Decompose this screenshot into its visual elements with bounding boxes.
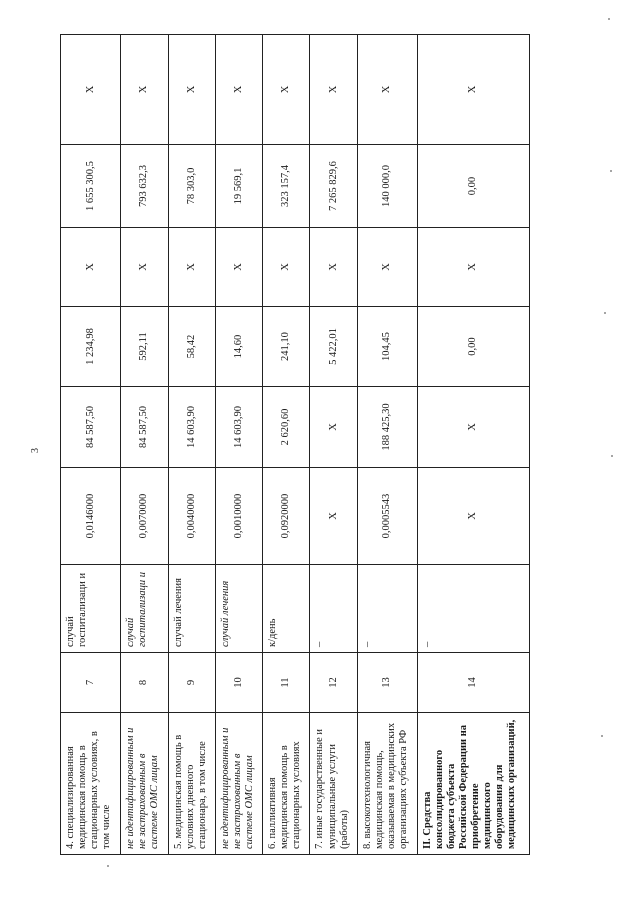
norm-volume-cell: 0,0040000 [168, 468, 215, 565]
per-capita-budget-cell: 241,10 [263, 307, 310, 387]
unit-cell: – [418, 565, 530, 653]
row-number-cell: 13 [357, 653, 417, 713]
unit-cell: к/день [263, 565, 310, 653]
total-budget-cell: 1 655 300,5 [61, 145, 121, 228]
rotated-table-container [60, 35, 530, 855]
page-number: 3 [30, 448, 41, 453]
row-number-cell: 10 [215, 653, 262, 713]
scan-speck [610, 170, 612, 172]
per-capita-oms-cell: X [357, 228, 417, 307]
table-row [418, 35, 530, 855]
norm-volume-cell: 0,0005543 [357, 468, 417, 565]
row-number-cell: 11 [263, 653, 310, 713]
unit-cell: – [357, 565, 417, 653]
name-cell: не идентифицированным и не застрахованным в системе ОМС лицам [121, 713, 168, 855]
per-capita-oms-cell: X [310, 228, 357, 307]
norm-cost-cell: 188 425,30 [357, 387, 417, 468]
row-number-cell: 12 [310, 653, 357, 713]
unit-cell: случай лечения [168, 565, 215, 653]
table-row [61, 35, 121, 855]
total-oms-cell: X [357, 35, 417, 145]
unit-cell: случай госпитализаци и [121, 565, 168, 653]
name-cell: II. Средства консолидированного бюджета субъекта Российской Федерации на приобретение медицинского оборудования для медицинских организаций, [418, 713, 530, 855]
per-capita-budget-cell: 0,00 [418, 307, 530, 387]
per-capita-oms-cell: X [168, 228, 215, 307]
total-oms-cell: X [168, 35, 215, 145]
total-budget-cell: 140 000,0 [357, 145, 417, 228]
total-oms-cell: X [418, 35, 530, 145]
scan-speck [604, 312, 606, 314]
total-budget-cell: 323 157,4 [263, 145, 310, 228]
total-oms-cell: X [263, 35, 310, 145]
norm-volume-cell: 0,0010000 [215, 468, 262, 565]
norm-cost-cell: 14 603,90 [215, 387, 262, 468]
per-capita-oms-cell: X [61, 228, 121, 307]
scan-speck [601, 735, 603, 737]
per-capita-budget-cell: 14,60 [215, 307, 262, 387]
scan-speck [611, 455, 613, 457]
row-number-cell: 7 [61, 653, 121, 713]
total-oms-cell: X [215, 35, 262, 145]
name-cell: 8. высокотехнологичная медицинская помощь, оказываемая в медицинских организациях субъекта РФ [357, 713, 417, 855]
name-cell: 5. медицинская помощь в условиях дневного стационара, в том числе [168, 713, 215, 855]
norm-cost-cell: 14 603,90 [168, 387, 215, 468]
name-cell: 6. паллиативная медицинская помощь в стационарных условиях [263, 713, 310, 855]
per-capita-oms-cell: X [215, 228, 262, 307]
unit-cell: случай госпитализаци и [61, 565, 121, 653]
total-budget-cell: 78 303,0 [168, 145, 215, 228]
total-budget-cell: 19 569,1 [215, 145, 262, 228]
table-row [357, 35, 417, 855]
table-body [61, 35, 530, 855]
table-row [121, 35, 168, 855]
norm-cost-cell: 84 587,50 [61, 387, 121, 468]
norm-cost-cell: 2 620,60 [263, 387, 310, 468]
per-capita-oms-cell: X [263, 228, 310, 307]
norm-cost-cell: X [418, 387, 530, 468]
per-capita-oms-cell: X [418, 228, 530, 307]
row-number-cell: 14 [418, 653, 530, 713]
total-budget-cell: 793 632,3 [121, 145, 168, 228]
row-number-cell: 8 [121, 653, 168, 713]
row-number-cell: 9 [168, 653, 215, 713]
norm-cost-cell: 84 587,50 [121, 387, 168, 468]
total-oms-cell: X [121, 35, 168, 145]
total-budget-cell: 0,00 [418, 145, 530, 228]
norm-volume-cell: X [418, 468, 530, 565]
table-row [168, 35, 215, 855]
per-capita-budget-cell: 1 234,98 [61, 307, 121, 387]
per-capita-budget-cell: 104,45 [357, 307, 417, 387]
name-cell: не идентифицированным и не застрахованным в системе ОМС лицам [215, 713, 262, 855]
unit-cell: – [310, 565, 357, 653]
per-capita-budget-cell: 592,11 [121, 307, 168, 387]
unit-cell: случай лечения [215, 565, 262, 653]
total-oms-cell: X [310, 35, 357, 145]
table-row [215, 35, 262, 855]
per-capita-budget-cell: 5 422,01 [310, 307, 357, 387]
name-cell: 4. специализированная медицинская помощь в стационарных условиях, в том числе [61, 713, 121, 855]
norm-cost-cell: X [310, 387, 357, 468]
per-capita-budget-cell: 58,42 [168, 307, 215, 387]
total-budget-cell: 7 265 829,6 [310, 145, 357, 228]
norm-volume-cell: 0,0070000 [121, 468, 168, 565]
financing-table [60, 34, 530, 855]
norm-volume-cell: 0,0920000 [263, 468, 310, 565]
table-row [263, 35, 310, 855]
table-row [310, 35, 357, 855]
per-capita-oms-cell: X [121, 228, 168, 307]
scan-speck [608, 18, 610, 20]
norm-volume-cell: 0,0146000 [61, 468, 121, 565]
norm-volume-cell: X [310, 468, 357, 565]
name-cell: 7. иные государственные и муниципальные услуги (работы) [310, 713, 357, 855]
scan-speck [107, 865, 109, 867]
total-oms-cell: X [61, 35, 121, 145]
